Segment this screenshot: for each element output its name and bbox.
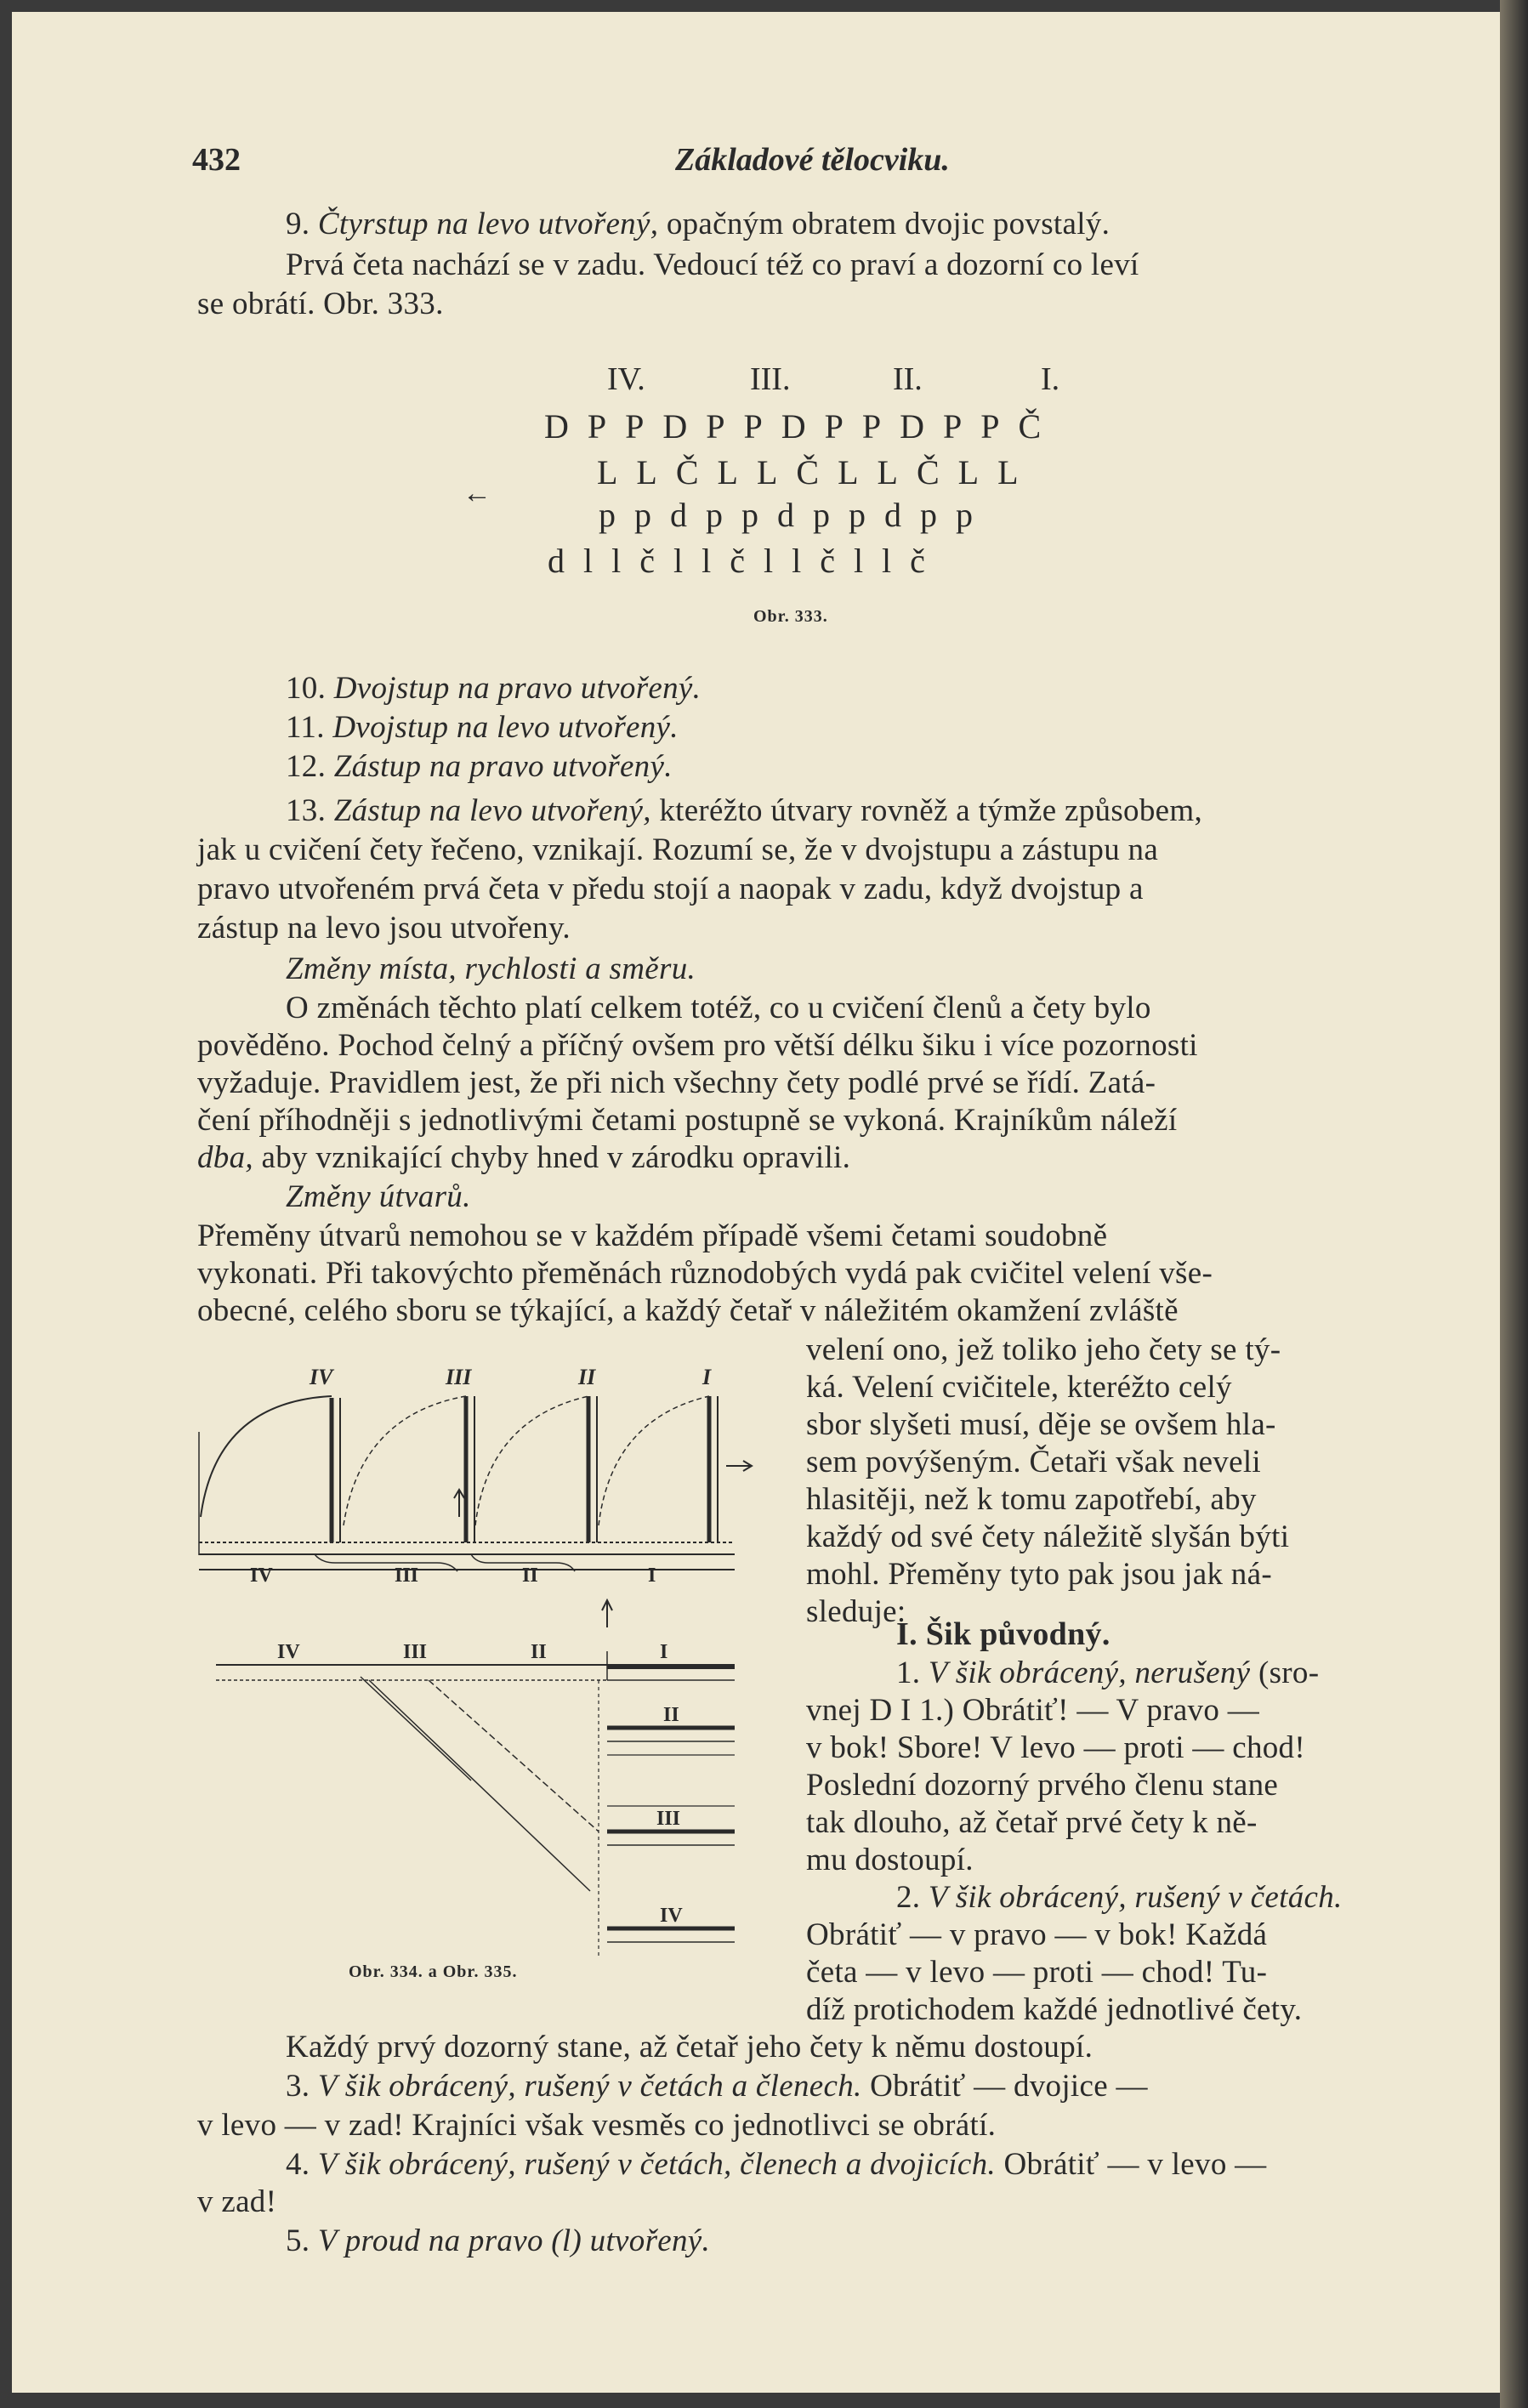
right-col-line5: hlasitěji, než k tomu zapotřebí, aby (806, 1482, 1257, 1517)
scheme-row-1: DPPDPPDPPDPPČ (544, 407, 1060, 446)
zmeny-utvaru-line2: vykonati. Při takovýchto přeměnách různodobých vydá pak cvičitel velení vše- (197, 1256, 1213, 1291)
item-13-line3: pravo utvořeném prvá četa v předu stojí a naopak v zadu, když dvojstup a (197, 872, 1144, 906)
fig334-top-label-iii: III (446, 1365, 472, 1389)
figure-334-335-caption: Obr. 334. a Obr. 335. (349, 1962, 518, 1981)
fig334-top-label-ii: II (578, 1365, 596, 1389)
right-col-line4: sem povýšeným. Četaři však neveli (806, 1445, 1261, 1479)
right-col-line7: mohl. Přeměny tyto pak jsou jak ná- (806, 1557, 1272, 1592)
figure-334-335 (182, 1347, 777, 1993)
sub2-line4: díž protichodem každé jednotlivé čety. (806, 1992, 1303, 2027)
scheme-roman-iii: III. (750, 361, 791, 397)
item-12-number: 12. (286, 749, 327, 784)
item-13-line2: jak u cvičení čety řečeno, vznikají. Rozumí se, že v dvojstupu a zástupu na (197, 832, 1159, 867)
zmeny-mista-line4: čení příhodněji s jednotlivými četami postupně se vykoná. Krajníkům náleží (197, 1103, 1178, 1138)
fig335-label-iii: III (403, 1641, 428, 1663)
figure-333-caption: Obr. 333. (753, 607, 828, 626)
sub1-rest: (sro- (1258, 1656, 1320, 1690)
zmeny-mista-line5 (197, 1139, 850, 1176)
section-9-line3: se obrátí. Obr. 333. (197, 287, 444, 321)
item-13-number: 13. (286, 793, 327, 828)
zmeny-mista-line3: vyžaduje. Pravidlem jest, že při nich všechny čety podlé prvé se řídí. Zatá- (197, 1065, 1156, 1100)
page-edge-shadow (1500, 0, 1528, 2408)
item-10-text: Dvojstup na pravo utvořený. (333, 671, 702, 706)
item-12 (286, 748, 673, 785)
fig334-top-label-iv: IV (310, 1365, 333, 1389)
book-page (12, 12, 1500, 2393)
heading-sik-puvodny: I. Šik původný. (896, 1616, 1110, 1652)
item-11-text: Dvojstup na levo utvořený. (332, 710, 679, 745)
sub4-line2: v zad! (197, 2184, 277, 2219)
sub4-line1 (286, 2146, 1266, 2183)
section-9-line1 (286, 206, 1110, 242)
right-col-line2: ká. Velení cvičitele, kteréžto celý (806, 1370, 1232, 1405)
sub2-line1 (896, 1879, 1343, 1916)
figure-334 (199, 1396, 752, 1571)
item-12-text: Zástup na pravo utvořený. (333, 749, 673, 784)
zmeny-mista-rest: aby vznikající chyby hned v zárodku opravili. (261, 1140, 851, 1175)
fig335-stack-label-ii: II (663, 1704, 679, 1726)
zmeny-utvaru-line1: Přeměny útvarů nemohou se v každém případě všemi četami soudobně (197, 1218, 1108, 1253)
sub2-line3: četa — v levo — proti — chod! Tu- (806, 1955, 1268, 1990)
zmeny-mista-italic: dba, (197, 1140, 253, 1175)
sub1-line5: tak dlouho, až četař prvé čety k ně- (806, 1805, 1258, 1840)
sub1-line6: mu dostoupí. (806, 1843, 974, 1877)
right-col-line1: velení ono, jež toliko jeho čety se tý- (806, 1332, 1281, 1367)
zmeny-mista-line2: pověděno. Pochod čelný a příčný ovšem pro větší délku šiku i více pozornosti (197, 1028, 1198, 1063)
item-13-rest: kteréžto útvary rovněž a týmže způsobem, (659, 793, 1202, 828)
right-col-line3: sbor slyšeti musí, děje se ovšem hla- (806, 1407, 1276, 1442)
sub5-title: V proud na pravo (l) utvořený. (317, 2223, 711, 2258)
scheme-row-2: LLČLLČLLČLL (597, 453, 1037, 491)
sub1-title2: nerušený (1134, 1656, 1251, 1690)
item-10-number: 10. (286, 671, 327, 706)
item-13-title: Zástup na levo utvořený, (333, 793, 651, 828)
sub1-title: V šik obrácený, (928, 1656, 1127, 1690)
sub1-number: 1. (896, 1656, 921, 1690)
sub2-line2: Obrátiť — v pravo — v bok! Každá (806, 1917, 1268, 1952)
item-10 (286, 670, 701, 707)
scheme-roman-iv: IV. (607, 361, 645, 397)
zmeny-mista-line1: O změnách těchto platí celkem totéž, co u cvičení členů a čety bylo (286, 991, 1151, 1025)
zmeny-utvaru-line3: obecné, celého sboru se týkající, a každý četař v náležitém okamžení zvláště (197, 1293, 1179, 1328)
scheme-roman-ii: II. (893, 361, 923, 397)
fig334-bottom-label-ii: II (522, 1565, 538, 1587)
item-13-line1 (286, 792, 1202, 829)
heading-zmeny-mista: Změny místa, rychlosti a směru. (286, 951, 696, 986)
sub1-line2: vnej D I 1.) Obrátiť! — V pravo — (806, 1693, 1259, 1728)
section-9-number: 9. (286, 207, 310, 241)
running-title: Základové tělocviku. (675, 142, 950, 178)
right-col-line6: každý od své čety náležitě slyšán býti (806, 1519, 1290, 1554)
sub4-title: V šik obrácený, rušený v četách, členech a dvojicích. (317, 2147, 996, 2182)
scheme-arrow-icon: ← (463, 478, 491, 509)
fig335-stack-label-iii: III (656, 1808, 681, 1830)
section-9-line2: Prvá četa nachází se v zadu. Vedoucí též co praví a dozorní co leví (286, 247, 1139, 282)
scheme-row-4: dllčllčllčllč (548, 542, 944, 580)
heading-zmeny-utvaru: Změny útvarů. (286, 1179, 471, 1214)
sub1-line4: Poslední dozorný prvého členu stane (806, 1768, 1279, 1803)
item-11-number: 11. (286, 710, 325, 745)
fig335-label-iv: IV (277, 1641, 300, 1663)
fig334-bottom-label-iv: IV (250, 1565, 273, 1587)
sub3-number: 3. (286, 2069, 310, 2104)
sub2-number: 2. (896, 1880, 921, 1915)
sub3-title: V šik obrácený, rušený v četách a členech. (317, 2069, 862, 2104)
fig335-label-i: I (660, 1641, 668, 1663)
sub3-rest: Obrátiť — dvojice — (870, 2069, 1148, 2104)
sub2-title: V šik obrácený, rušený v četách. (928, 1880, 1343, 1915)
scheme-row-3: ppdppdppdpp (599, 496, 991, 534)
fig335-label-ii: II (531, 1641, 547, 1663)
sub4-rest: Obrátiť — v levo — (1003, 2147, 1267, 2182)
fig335-stack-label-iv: IV (660, 1905, 683, 1927)
sub5-line1 (286, 2223, 710, 2259)
sub1-line1 (896, 1655, 1319, 1691)
sub5-number: 5. (286, 2223, 310, 2258)
right-col-line8: sleduje: (806, 1594, 906, 1629)
item-13-line4: zástup na levo jsou utvořeny. (197, 911, 571, 946)
section-9-rest: opačným obratem dvojic povstalý. (666, 207, 1110, 241)
after-line1: Každý prvý dozorný stane, až četař jeho čety k němu dostoupí. (286, 2030, 1093, 2064)
fig334-bottom-label-iii: III (395, 1565, 419, 1587)
sub1-line3: v bok! Sbore! V levo — proti — chod! (806, 1730, 1305, 1765)
sub4-number: 4. (286, 2147, 310, 2182)
sub3-line1 (286, 2068, 1148, 2104)
fig334-top-label-i: I (702, 1365, 712, 1389)
fig334-bottom-label-i: I (648, 1565, 656, 1587)
section-9-title: Čtyrstup na levo utvořený, (317, 207, 659, 241)
sub3-line2: v levo — v zad! Krajníci však vesměs co jednotlivci se obrátí. (197, 2108, 997, 2143)
scheme-roman-i: I. (1041, 361, 1060, 397)
page-number: 432 (192, 142, 241, 178)
item-11 (286, 709, 679, 746)
